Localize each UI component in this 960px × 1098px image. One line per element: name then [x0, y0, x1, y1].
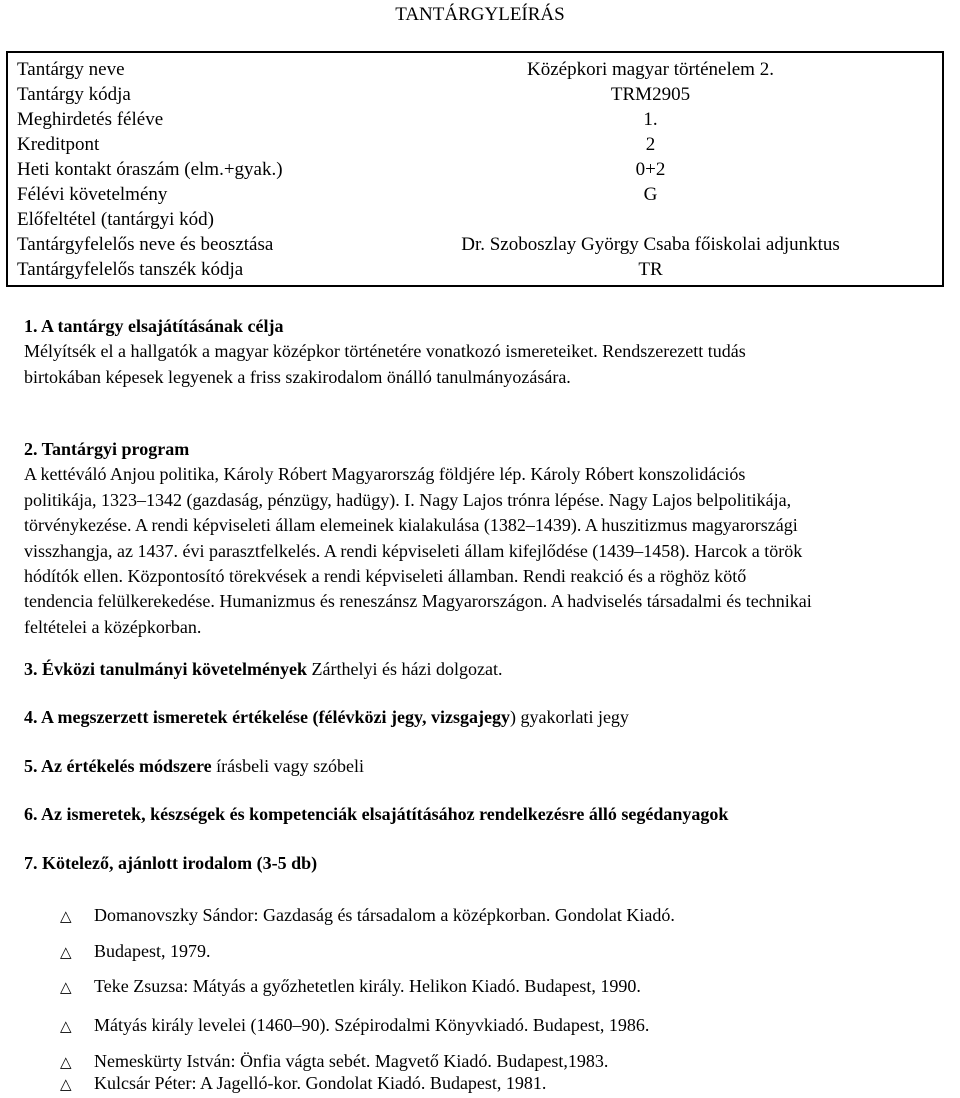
literature-text: Budapest, 1979. [94, 941, 211, 961]
info-label: Tantárgyfelelős tanszék kódja [17, 259, 244, 280]
open-triangle-bullet-icon: △ [60, 1075, 72, 1093]
paragraph-line: birtokában képesek legyenek a friss szakirodalom önálló tanulmányozására. [24, 366, 571, 387]
course-info-box [6, 51, 944, 287]
literature-text: Domanovszky Sándor: Gazdaság és társadalom a középkorban. Gondolat Kiadó. [94, 905, 675, 925]
info-row-responsible-person [8, 232, 942, 257]
literature-text: Mátyás király levelei (1460–90). Szépirodalmi Könyvkiadó. Budapest, 1986. [94, 1015, 650, 1035]
info-label: Meghirdetés féléve [17, 109, 164, 130]
section-heading: 6. Az ismeretek, készségek és kompetenciák elsajátításához rendelkezésre álló segédanyagok [24, 804, 729, 824]
section-heading: 1. A tantárgy elsajátításának célja [24, 316, 284, 336]
info-value: 2 [645, 134, 656, 155]
open-triangle-bullet-icon: △ [60, 1053, 72, 1071]
paragraph-line: A kettéváló Anjou politika, Károly Róbert Magyarország földjére lép. Károly Róbert konszolidációs [24, 464, 746, 485]
info-row-credits [8, 132, 942, 157]
paragraph-line: törvénykezése. A rendi képviseleti állam elemeinek kialakulása (1382–1439). A huszitizmus magyarországi [24, 515, 798, 536]
info-row-department-code [8, 257, 942, 282]
literature-item [60, 940, 940, 963]
info-label: Tantárgy kódja [17, 84, 131, 105]
open-triangle-bullet-icon: △ [60, 1017, 72, 1035]
section-heading: 2. Tantárgyi program [24, 439, 190, 459]
literature-item [60, 1072, 940, 1095]
page-title: TANTÁRGYLEÍRÁS [395, 4, 565, 25]
section-requirements [24, 657, 956, 682]
info-label: Kreditpont [17, 134, 100, 155]
section-method [24, 754, 956, 779]
info-value: G [643, 184, 658, 205]
info-row-prerequisite [8, 207, 942, 232]
info-label: Tantárgy neve [17, 59, 125, 80]
paragraph-line: visszhangja, az 1437. évi parasztfelkelés. A rendi képviseleti állam kifejlődése (1439–1458). Harcok a török [24, 540, 803, 561]
info-value: 0+2 [635, 159, 666, 180]
literature-item [60, 975, 940, 998]
section-heading: 4. A megszerzett ismeretek értékelése (félévközi jegy, vizsgajegy [24, 707, 510, 727]
literature-item [60, 904, 940, 927]
info-value: TR [638, 259, 663, 280]
section-objective [24, 314, 956, 390]
info-row-course-name [8, 57, 942, 82]
literature-text: Teke Zsuzsa: Mátyás a győzhetetlen király. Helikon Kiadó. Budapest, 1990. [94, 976, 641, 996]
info-value: TRM2905 [610, 84, 691, 105]
literature-item [60, 1014, 940, 1037]
section-heading: 5. Az értékelés módszere [24, 756, 212, 776]
section-evaluation [24, 705, 956, 730]
info-value: 1. [643, 109, 658, 130]
open-triangle-bullet-icon: △ [60, 978, 72, 996]
section-heading: 7. Kötelező, ajánlott irodalom (3-5 db) [24, 853, 318, 873]
info-row-course-code [8, 82, 942, 107]
section-text: írásbeli vagy szóbeli [211, 756, 365, 776]
info-row-requirement [8, 182, 942, 207]
section-literature [24, 851, 956, 876]
info-row-contact-hours [8, 157, 942, 182]
literature-text: Kulcsár Péter: A Jagelló-kor. Gondolat Kiadó. Budapest, 1981. [94, 1073, 547, 1093]
open-triangle-bullet-icon: △ [60, 943, 72, 961]
info-row-semester [8, 107, 942, 132]
section-text: ) gyakorlati jegy [509, 707, 629, 727]
literature-item [60, 1050, 940, 1073]
info-label: Félévi követelmény [17, 184, 168, 205]
paragraph-line: hódítók ellen. Központosító törekvések a rendi képviseleti államban. Rendi reakció és a röghöz kötő [24, 566, 747, 587]
section-program [24, 437, 956, 640]
info-label: Heti kontakt óraszám (elm.+gyak.) [17, 159, 283, 180]
open-triangle-bullet-icon: △ [60, 907, 72, 925]
section-text: Zárthelyi és házi dolgozat. [307, 659, 503, 679]
info-value: Középkori magyar történelem 2. [527, 59, 774, 80]
section-materials [24, 802, 956, 827]
info-value: Dr. Szoboszlay György Csaba főiskolai adjunktus [461, 234, 840, 255]
paragraph-line: politikája, 1323–1342 (gazdaság, pénzügy, hadügy). I. Nagy Lajos trónra lépése. Nagy Lajos belpolitikája, [24, 489, 792, 510]
literature-text: Nemeskürty István: Önfia vágta sebét. Magvető Kiadó. Budapest,1983. [94, 1051, 609, 1071]
paragraph-line: tendencia felülkerekedése. Humanizmus és reneszánsz Magyarországon. A hadviselés társadalmi és technikai [24, 591, 812, 612]
section-heading: 3. Évközi tanulmányi követelmények [24, 659, 308, 679]
paragraph-line: feltételei a középkorban. [24, 616, 202, 637]
paragraph-line: Mélyítsék el a hallgatók a magyar középkor történetére vonatkozó ismereteiket. Rendszerezett tudás [24, 341, 746, 362]
info-label: Tantárgyfelelős neve és beosztása [17, 234, 274, 255]
info-label: Előfeltétel (tantárgyi kód) [17, 209, 214, 230]
